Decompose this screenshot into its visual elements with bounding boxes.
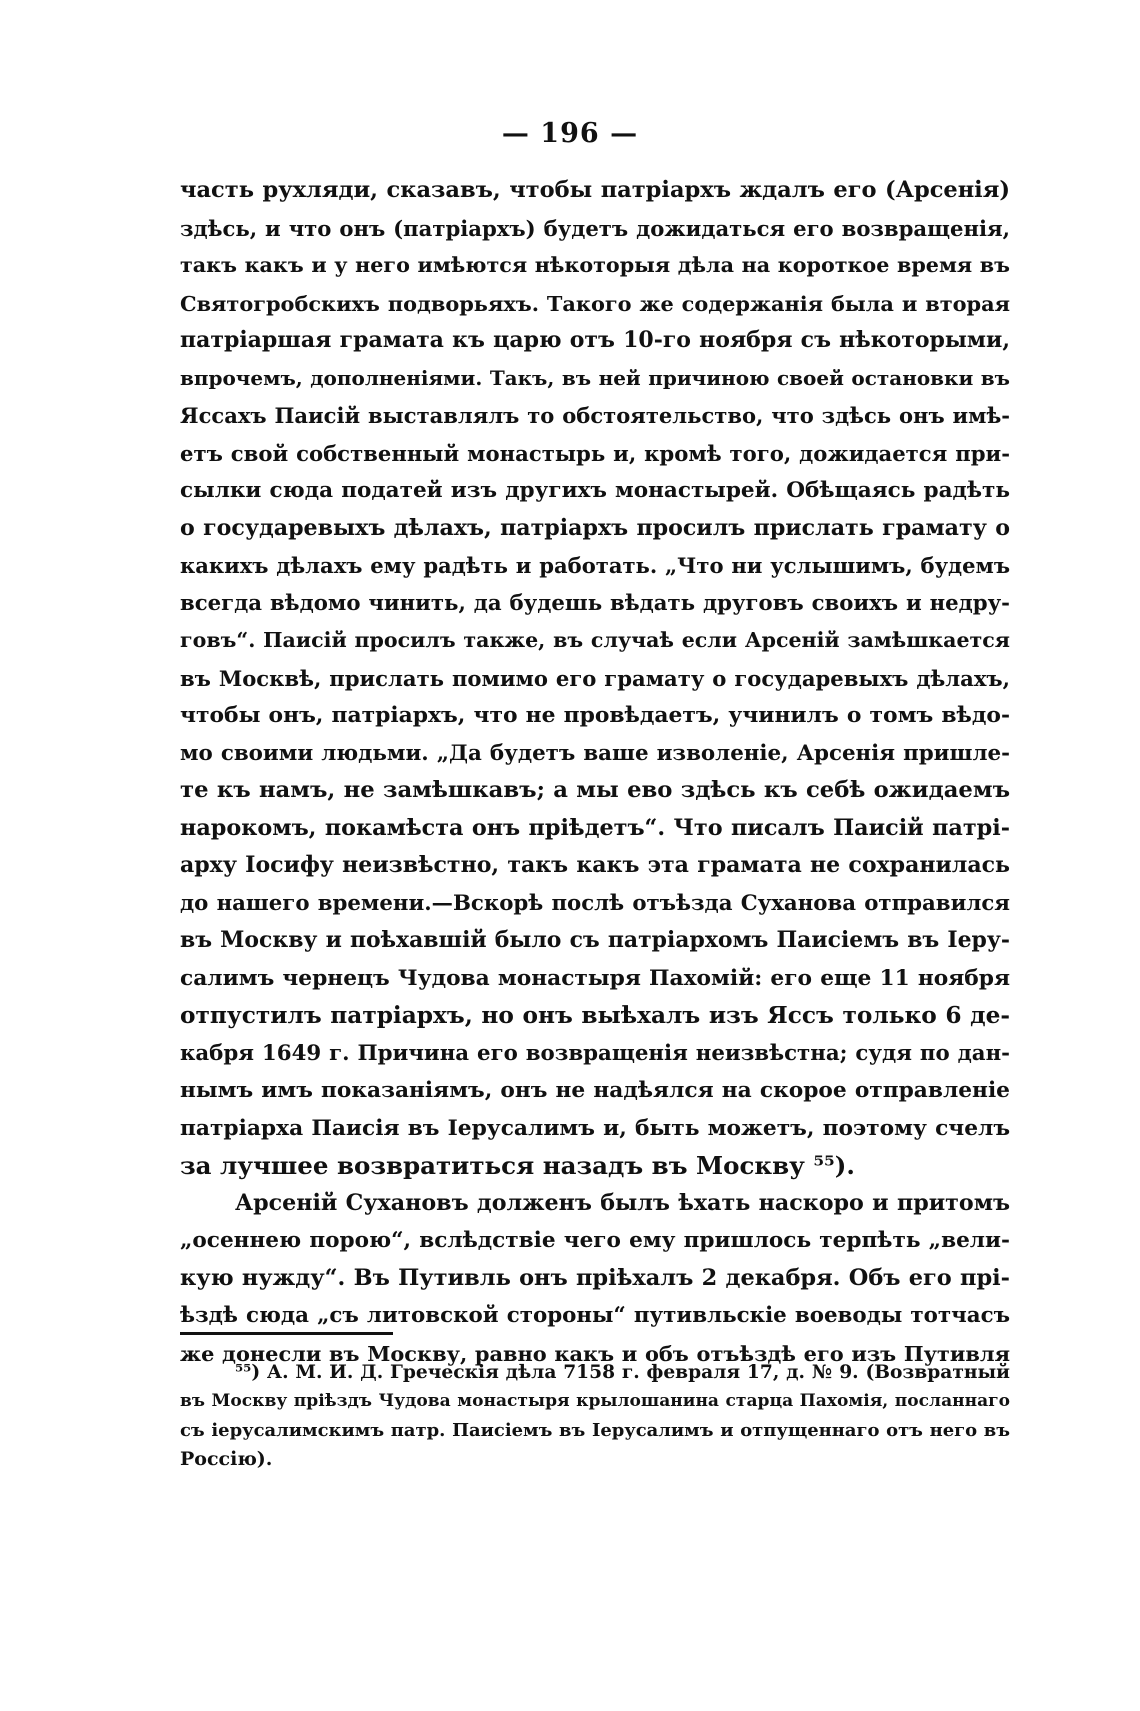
- text-line: Яссахъ Паисій выставлялъ то обстоятельство, что здѣсь онъ имѣ-: [180, 403, 1010, 428]
- text-line: всегда вѣдомо чинить, да будешь вѣдать друговъ своихъ и недру-: [180, 590, 1010, 616]
- text-line: о государевыхъ дѣлахъ, патріархъ просилъ прислать грамату о: [180, 514, 1010, 541]
- text-line: часть рухляди, сказавъ, чтобы патріархъ ждалъ его (Арсенія): [180, 177, 1010, 203]
- paragraph-end-line: за лучшее возвратиться назадъ въ Москву ⁵⁵).: [180, 1151, 855, 1180]
- text-line: арху Іосифу неизвѣстно, такъ какъ эта грамата не сохранилась: [180, 852, 1010, 878]
- footnote-line: съ іерусалимскимъ патр. Паисіемъ въ Іерусалимъ и отпущеннаго отъ него въ: [180, 1420, 1010, 1441]
- text-line: етъ свой собственный монастырь и, кромѣ того, дожидается при-: [180, 440, 1010, 466]
- text-line: Святогробскихъ подворьяхъ. Такого же содержанія была и вторая: [180, 290, 1010, 316]
- text-line: отпустилъ патріархъ, но онъ выѣхалъ изъ Яссъ только 6 де-: [180, 1002, 1010, 1029]
- text-line: нымъ имъ показаніямъ, онъ не надѣялся на скорое отправленіе: [180, 1078, 1010, 1103]
- footnote: [180, 1358, 1010, 1474]
- footnote-divider: [180, 1332, 393, 1335]
- text-line: въ Москву и поѣхавшій было съ патріархомъ Паисіемъ въ Іеру-: [180, 927, 1010, 953]
- text-line: впрочемъ, дополненіями. Такъ, въ ней причиною своей остановки въ: [180, 365, 1010, 390]
- footnote-line: въ Москву пріѣздъ Чудова монастыря крылошанина старца Пахомія, посланнаго: [180, 1391, 1010, 1411]
- text-line: кую нужду“. Въ Путивль онъ пріѣхалъ 2 декабря. Объ его прі-: [180, 1264, 1010, 1291]
- footnote-line: ⁵⁵) А. М. И. Д. Греческія дѣла 7158 г. февраля 17, д. № 9. (Возвратный: [235, 1361, 1010, 1383]
- text-line: патріаршая грамата къ царю отъ 10-го ноября съ нѣкоторыми,: [180, 327, 1010, 353]
- text-line: те къ намъ, не замѣшкавъ; а мы ево здѣсь къ себѣ ожидаемъ: [180, 777, 1010, 803]
- text-line: такъ какъ и у него имѣются нѣкоторыя дѣла на короткое время въ: [180, 253, 1010, 277]
- page-number: — 196 —: [501, 118, 639, 149]
- text-line: нарокомъ, покамѣста онъ пріѣдетъ“. Что писалъ Паисій патрі-: [180, 814, 1010, 841]
- text-line: же донесли въ Москву, равно какъ и объ отъѣздѣ его изъ Путивля: [180, 1340, 1010, 1366]
- text-line: говъ“. Паисій просилъ также, въ случаѣ если Арсеній замѣшкается: [180, 628, 1010, 652]
- paragraph-start-line: Арсеній Сухановъ долженъ былъ ѣхать наскоро и притомъ: [235, 1189, 1010, 1216]
- text-line: мо своими людьми. „Да будетъ ваше изволеніе, Арсенія пришле-: [180, 740, 1010, 766]
- footnote-line: Россію).: [180, 1448, 273, 1470]
- text-line: здѣсь, и что онъ (патріархъ) будетъ дожидаться его возвращенія,: [180, 215, 1010, 241]
- text-line: сылки сюда податей изъ другихъ монастырей. Обѣщаясь радѣть: [180, 478, 1010, 503]
- text-line: въ Москвѣ, прислать помимо его грамату о государевыхъ дѣлахъ,: [180, 665, 1010, 691]
- text-line: патріарха Паисія въ Іерусалимъ и, быть можетъ, поэтому счелъ: [180, 1115, 1010, 1141]
- text-line: чтобы онъ, патріархъ, что не провѣдаетъ, учинилъ о томъ вѣдо-: [180, 703, 1010, 728]
- text-line: салимъ чернецъ Чудова монастыря Пахомій: его еще 11 ноября: [180, 965, 1010, 991]
- text-line: „осеннею порою“, вслѣдствіе чего ему пришлось терпѣть „вели-: [180, 1228, 1010, 1253]
- text-line: до нашего времени.—Вскорѣ послѣ отъѣзда Суханова отправился: [180, 890, 1010, 916]
- text-line: какихъ дѣлахъ ему радѣть и работать. „Что ни услышимъ, будемъ: [180, 553, 1010, 578]
- body-text: [180, 172, 1010, 1372]
- text-line: ѣздѣ сюда „съ литовской стороны“ путивльскіе воеводы тотчасъ: [180, 1303, 1010, 1328]
- text-line: кабря 1649 г. Причина его возвращенія неизвѣстна; судя по дан-: [180, 1040, 1010, 1066]
